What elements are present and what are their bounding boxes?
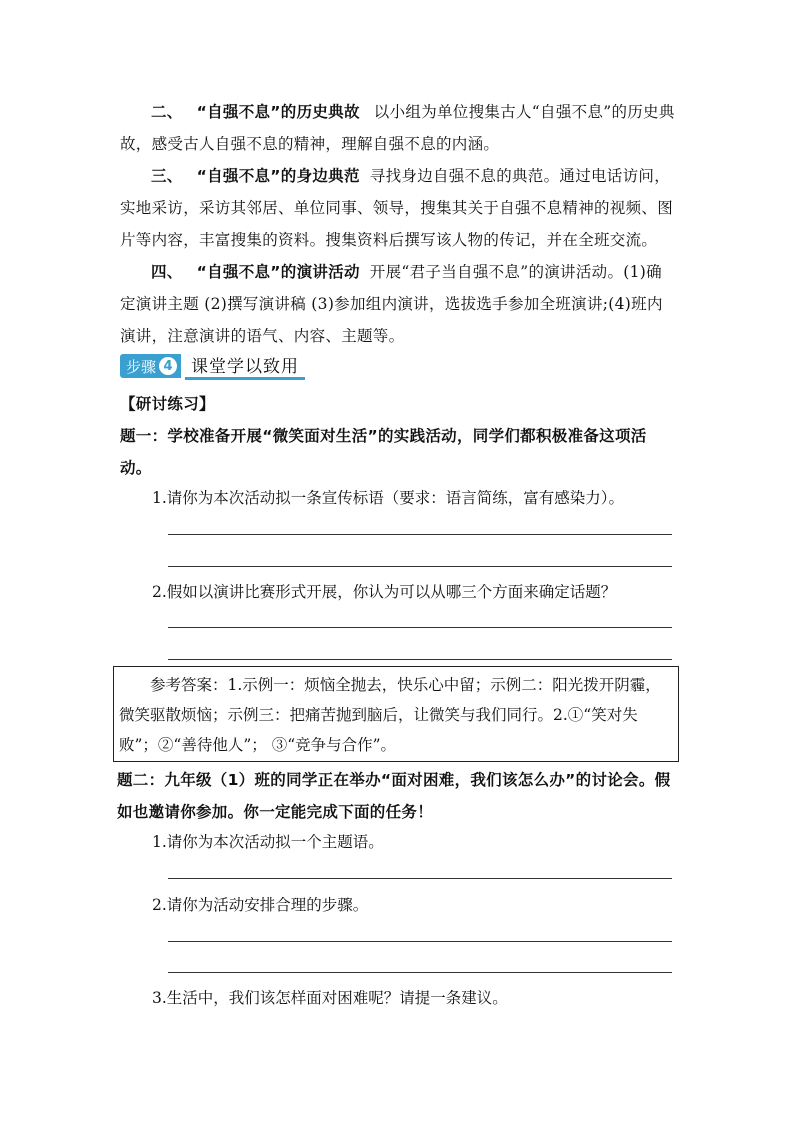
problem-2-title: 题二：九年级（1）班的同学正在举办“面对困难，我们该怎么办”的讨论会。假如也邀请你参加。你一定能完成下面的任务！ (117, 771, 671, 821)
problem-1-title: 题一：学校准备开展“微笑面对生活”的实践活动，同学们都积极准备这项活动。 (120, 427, 647, 477)
answer-line (168, 972, 672, 973)
problem-2-question-1: 1.请你为本次活动拟一个主题语。 (152, 833, 384, 851)
practice-label: 【研讨练习】 (120, 395, 215, 413)
step-label: 步骤 (126, 357, 157, 376)
section-2-heading: 二、 (151, 103, 183, 121)
answer-line (168, 534, 672, 535)
section-3-paragraph (120, 160, 676, 256)
reference-answer-text: 参考答案：1.示例一：烦恼全抛去，快乐心中留；示例二：阳光拨开阴霾，微笑驱散烦恼；示例三：把痛苦抛到脑后，让微笑与我们同行。2.①“笑对失败”；②“善待他人”； ③“竞争与合作”。 (119, 676, 661, 754)
section-3-heading: 三、 (151, 167, 183, 185)
section-3-body: 寻找身边自强不息的典范。通过电话访问，实地采访，采访其邻居、单位同事、领导，搜集其关于自强不息精神的视频、图片等内容，丰富搜集的资料。搜集资料后撰写该人物的传记，并在全班交流。 (120, 167, 674, 249)
section-2-title: “自强不息”的历史典故 (196, 103, 360, 121)
answer-line (168, 627, 672, 628)
answer-line (168, 878, 672, 879)
step-title: 课堂学以致用 (185, 353, 305, 380)
section-4-heading: 四、 (151, 263, 183, 281)
section-4-body: 开展“君子当自强不息”的演讲活动。(1)确定演讲主题 (2)撰写演讲稿 (3)参加组内演讲，选拔选手参加全班演讲;(4)班内演讲，注意演讲的语气、内容、主题等。 (120, 263, 663, 345)
section-2-paragraph (120, 96, 676, 160)
step-label-block (120, 354, 181, 378)
section-3-title: “自强不息”的身边典范 (196, 167, 360, 185)
section-4-title: “自强不息”的演讲活动 (196, 263, 360, 281)
section-2-body: 以小组为单位搜集古人“自强不息”的历史典故，感受古人自强不息的精神，理解自强不息的内涵。 (120, 103, 675, 153)
step-banner (120, 354, 305, 378)
problem-2-question-3: 3.生活中，我们该怎样面对困难呢？请提一条建议。 (152, 989, 508, 1007)
problem-1-question-2: 2.假如以演讲比赛形式开展，你认为可以从哪三个方面来确定话题？ (152, 583, 617, 601)
answer-line (168, 566, 672, 567)
answer-line (168, 659, 672, 660)
problem-2-question-2: 2.请你为活动安排合理的步骤。 (152, 896, 369, 914)
section-4-paragraph (120, 256, 676, 352)
problem-1-question-1: 1.请你为本次活动拟一条宣传标语（要求：语言简练，富有感染力）。 (152, 489, 625, 507)
answer-line (168, 941, 672, 942)
step-number-badge: 4 (159, 357, 177, 375)
